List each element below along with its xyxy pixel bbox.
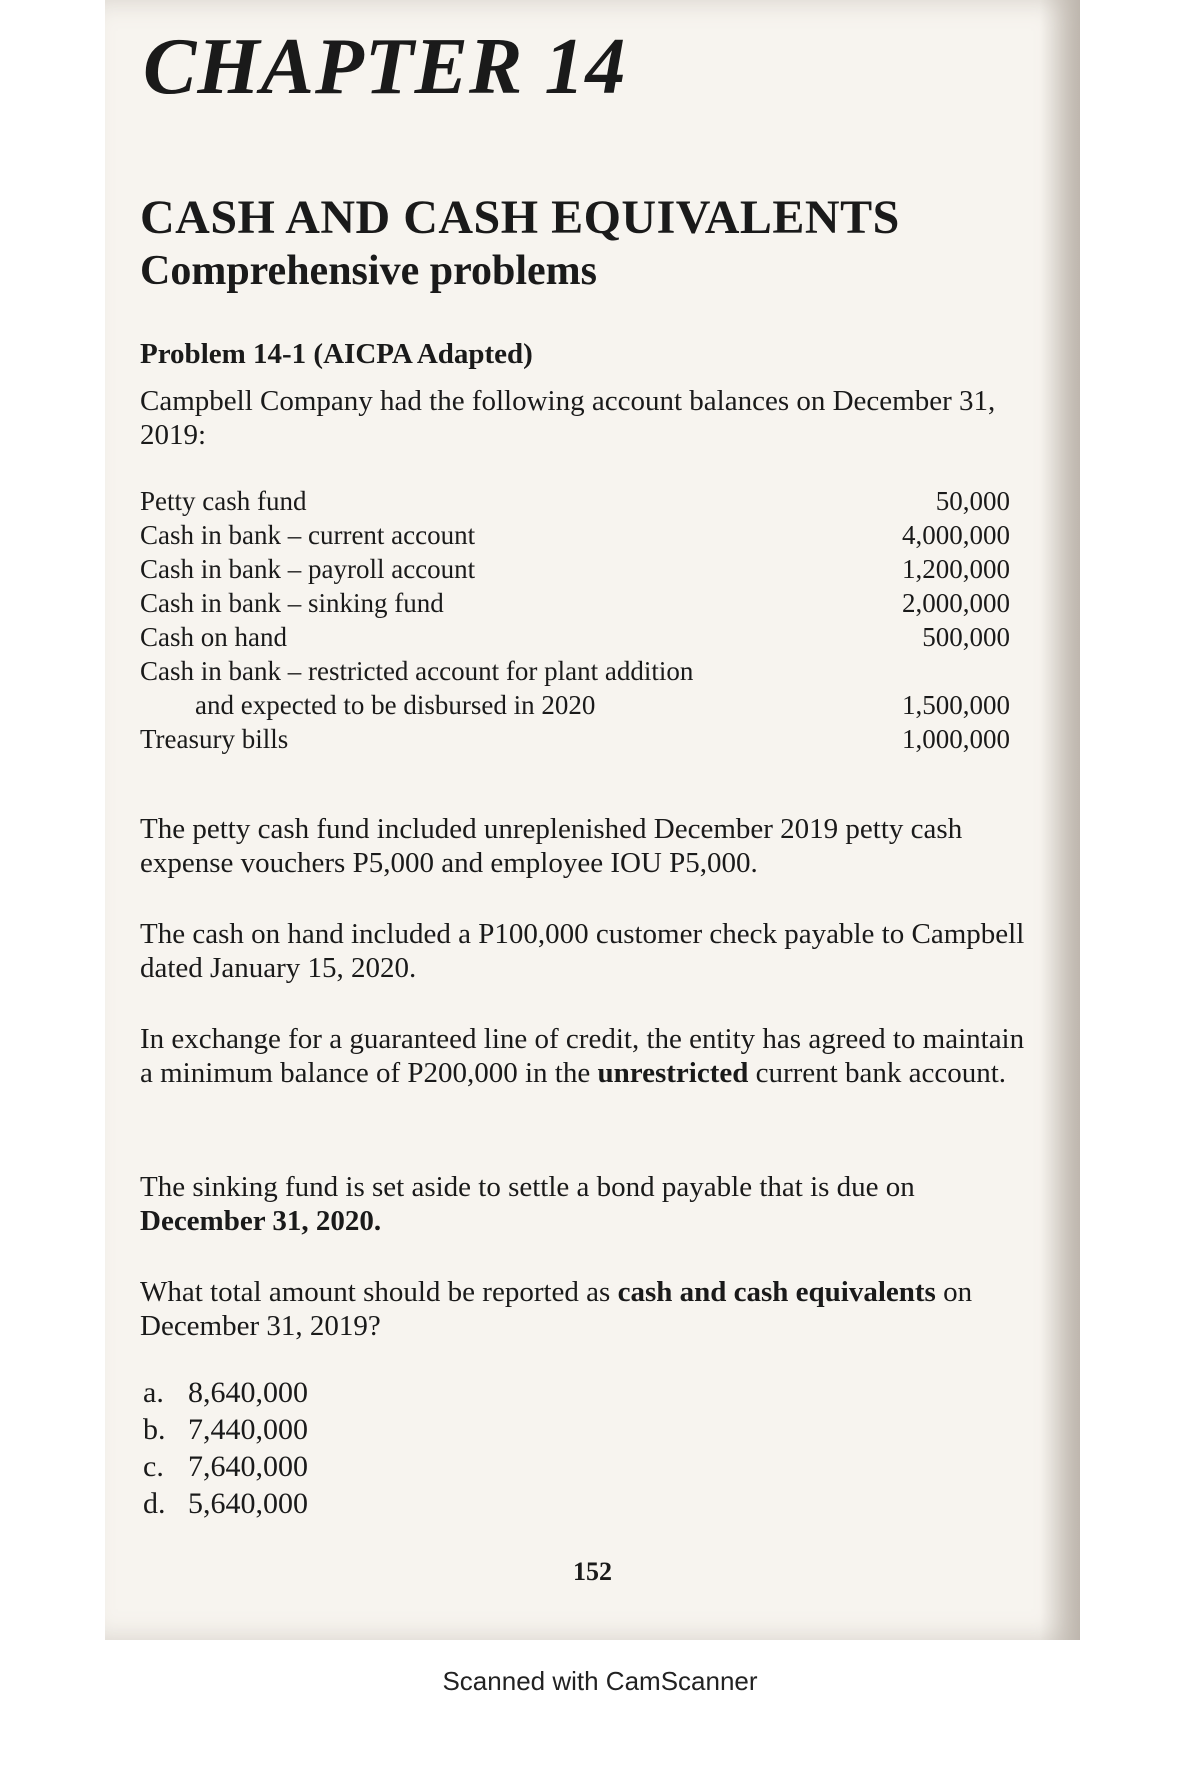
problem-heading: Problem 14-1 (AICPA Adapted) — [140, 338, 533, 370]
answer-choices — [143, 1374, 308, 1522]
account-row — [140, 722, 1010, 756]
choice-d[interactable] — [143, 1485, 308, 1522]
problem-intro: Campbell Company had the following account balances on December 31, 2019: — [140, 385, 996, 451]
account-balances-table — [140, 484, 1010, 756]
account-label: Petty cash fund — [140, 486, 307, 516]
account-row — [140, 484, 1010, 518]
choice-value: 7,440,000 — [188, 1413, 308, 1446]
account-label: Cash in bank – sinking fund — [140, 588, 444, 618]
petty-cash-paragraph: The petty cash fund included unreplenished December 2019 petty cash expense vouchers P5,000 and employee IOU P5,000. — [140, 813, 963, 879]
account-label: Cash in bank – payroll account — [140, 554, 476, 584]
account-label: Treasury bills — [140, 724, 289, 754]
sinking-fund-paragraph: The sinking fund is set aside to settle a bond payable that is due on December 31, 2020. — [140, 1171, 915, 1237]
cash-on-hand-paragraph: The cash on hand included a P100,000 customer check payable to Campbell dated January 15, 2020. — [140, 918, 1025, 984]
account-label: Cash in bank – current account — [140, 520, 476, 550]
account-row — [140, 654, 1010, 688]
line-of-credit-paragraph: In exchange for a guaranteed line of credit, the entity has agreed to maintain a minimum balance of P200,000 in the unrestricted current bank account. — [140, 1023, 1025, 1089]
account-amount: 4,000,000 — [902, 520, 1010, 550]
account-row — [140, 620, 1010, 654]
book-page — [105, 0, 1080, 1640]
account-label: Cash on hand — [140, 622, 287, 652]
account-row — [140, 586, 1010, 620]
choice-letter: d. — [143, 1487, 166, 1520]
choice-letter: b. — [143, 1413, 166, 1446]
account-row — [140, 688, 1010, 722]
choice-value: 7,640,000 — [188, 1450, 308, 1483]
choice-value: 5,640,000 — [188, 1487, 308, 1520]
choice-a[interactable] — [143, 1374, 308, 1411]
account-amount: 500,000 — [922, 622, 1010, 652]
chapter-heading: CHAPTER 14 — [143, 23, 627, 111]
account-label: and expected to be disbursed in 2020 — [195, 690, 596, 720]
account-amount: 50,000 — [935, 486, 1010, 516]
account-amount: 1,500,000 — [902, 690, 1010, 720]
choice-letter: a. — [143, 1376, 164, 1409]
choice-b[interactable] — [143, 1411, 308, 1448]
account-label: Cash in bank – restricted account for plant addition — [140, 656, 694, 686]
choice-letter: c. — [143, 1450, 164, 1483]
account-row — [140, 518, 1010, 552]
choice-value: 8,640,000 — [188, 1376, 308, 1409]
choice-c[interactable] — [143, 1448, 308, 1485]
chapter-title: CASH AND CASH EQUIVALENTS — [140, 191, 900, 244]
scanner-watermark: Scanned with CamScanner — [442, 1666, 758, 1696]
question: What total amount should be reported as cash and cash equivalents on December 31, 2019? — [140, 1276, 973, 1342]
chapter-subtitle: Comprehensive problems — [140, 248, 597, 294]
account-amount: 1,200,000 — [902, 554, 1010, 584]
account-amount: 1,000,000 — [902, 724, 1010, 754]
account-row — [140, 552, 1010, 586]
page-number: 152 — [573, 1557, 612, 1586]
account-amount: 2,000,000 — [902, 588, 1010, 618]
